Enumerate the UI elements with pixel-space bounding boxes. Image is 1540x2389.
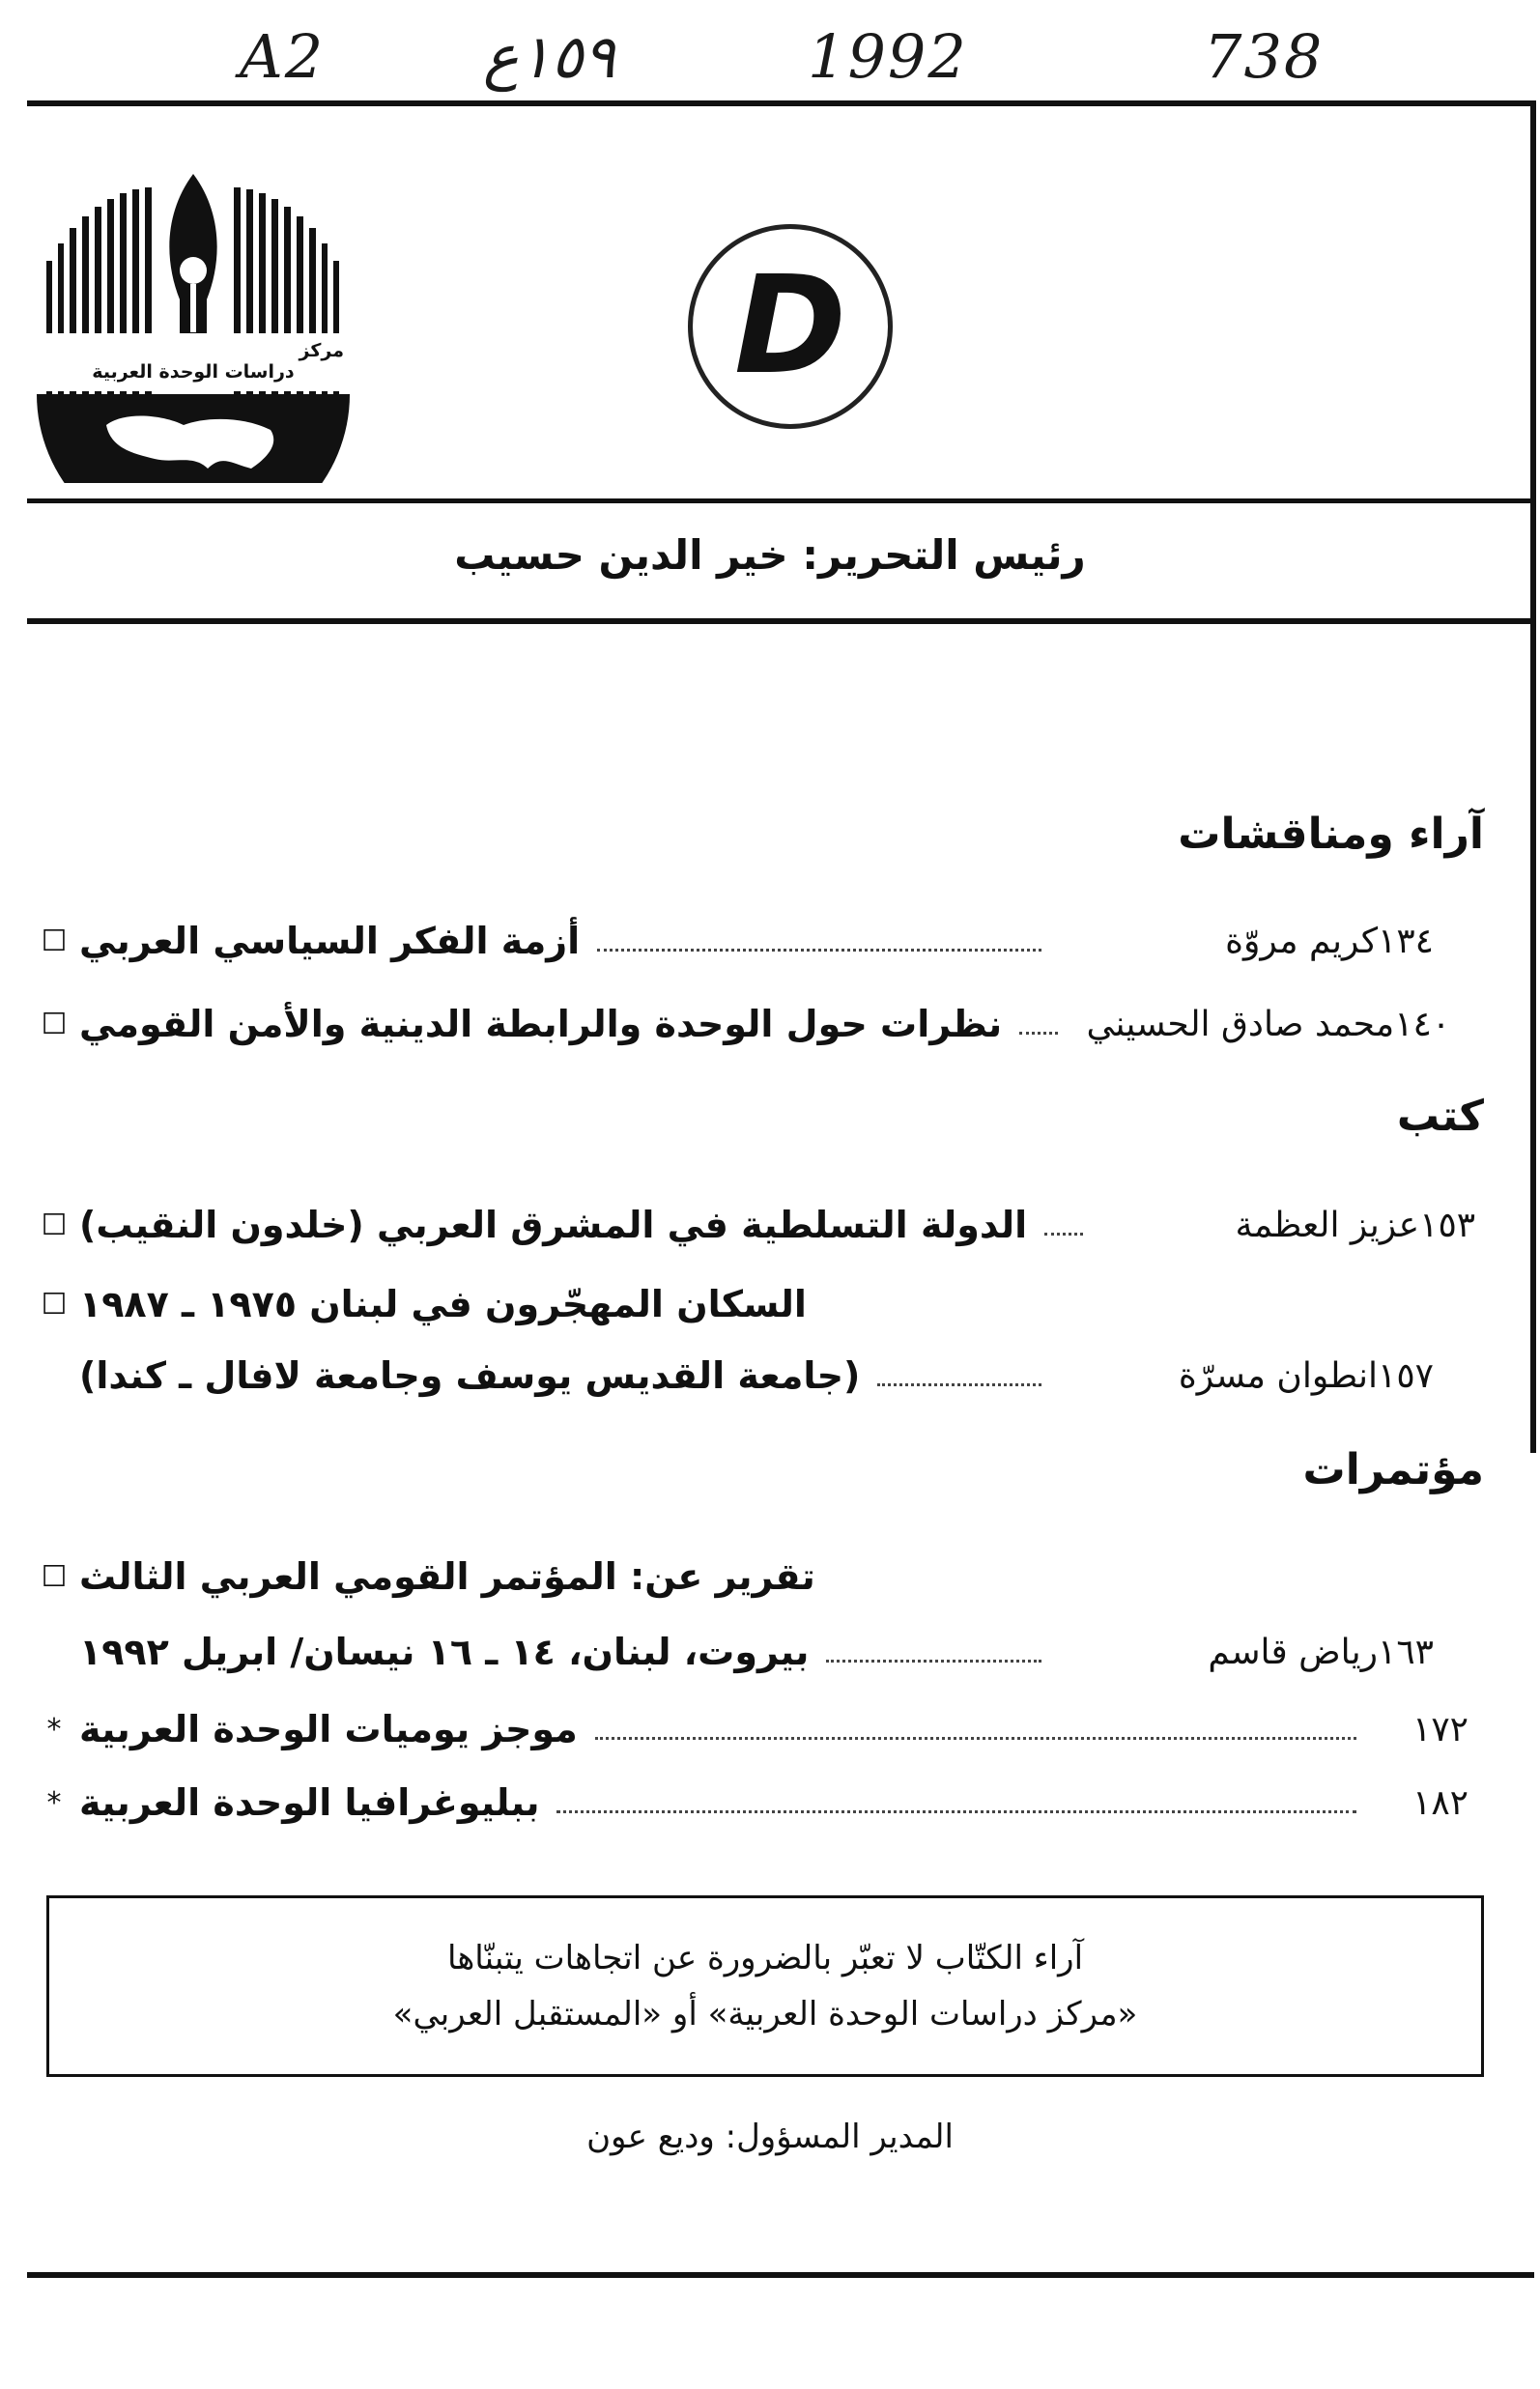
entry-title: السكان المهجّرون في لبنان ١٩٧٥ ـ ١٩٨٧ — [79, 1283, 807, 1325]
leader-dots — [597, 949, 1041, 952]
checkbox-icon: ☐ — [41, 1559, 68, 1594]
entry-title: أزمة الفكر السياسي العربي — [79, 920, 581, 962]
toc-entry[interactable] — [29, 993, 1484, 1055]
toc-entry[interactable] — [29, 1698, 1519, 1760]
asterisk-icon: * — [46, 1712, 62, 1747]
logo-text-line1: مركز — [299, 340, 344, 361]
checkbox-icon: ☐ — [41, 1287, 68, 1322]
toc-entry[interactable] — [29, 1546, 1484, 1607]
entry-subtitle: (جامعة القديس يوسف وجامعة لافال ـ كندا) — [79, 1354, 861, 1397]
stamp-letter: D — [733, 247, 847, 405]
entry-page: ١٧٢ — [1412, 1709, 1469, 1749]
letter-d-stamp-icon — [688, 224, 893, 429]
entry-title: موجز يوميات الوحدة العربية — [79, 1708, 578, 1750]
leader-dots — [826, 1660, 1041, 1663]
entry-title: نظرات حول الوحدة والرابطة الدينية والأمن القومي — [79, 1003, 1003, 1045]
leader-dots — [877, 1383, 1041, 1386]
toc-entry-continuation — [29, 1621, 1484, 1683]
checkbox-icon: ☐ — [41, 1208, 68, 1242]
section-heading-conferences: مؤتمرات — [1302, 1445, 1484, 1494]
toc-entry[interactable] — [29, 910, 1484, 972]
top-rule — [27, 100, 1534, 106]
handwritten-note-3: 1992 — [808, 21, 968, 92]
entry-title: تقرير عن: المؤتمر القومي العربي الثالث — [79, 1555, 815, 1598]
logo-text-line2: دراسات الوحدة العربية — [92, 361, 295, 383]
editor-rule-top — [27, 498, 1534, 503]
entry-page: ١٥٣ — [1419, 1205, 1476, 1245]
section-heading-books: كتب — [1396, 1092, 1484, 1141]
checkbox-icon: ☐ — [41, 924, 68, 958]
entry-title: ببليوغرافيا الوحدة العربية — [79, 1781, 540, 1824]
entry-author: كريم مروّة — [1225, 921, 1378, 961]
toc-entry-continuation — [29, 1345, 1484, 1407]
entry-page: ١٨٢ — [1412, 1782, 1469, 1823]
entry-subtitle: بيروت، لبنان، ١٤ ـ ١٦ نيسان/ ابريل ١٩٩٢ — [79, 1631, 810, 1673]
editor-in-chief: رئيس التحرير: خير الدين حسيب — [454, 531, 1086, 579]
bottom-rule — [27, 2272, 1534, 2278]
leader-dots — [595, 1737, 1356, 1740]
handwritten-note-1: A2 — [240, 21, 326, 92]
managing-director: المدير المسؤول: وديع عون — [586, 2118, 954, 2156]
entry-author: انطوان مسرّة — [1178, 1355, 1378, 1396]
asterisk-icon: * — [46, 1785, 62, 1820]
toc-entry[interactable] — [29, 1273, 1484, 1335]
leader-dots — [1044, 1233, 1083, 1236]
entry-author: محمد صادق الحسيني — [1086, 1004, 1395, 1044]
entry-title: الدولة التسلطية في المشرق العربي (خلدون النقيب) — [79, 1204, 1028, 1246]
entry-page: ١٦٣ — [1378, 1632, 1435, 1672]
pen-nib-map-logo-icon — [19, 135, 367, 483]
center-logo — [19, 135, 367, 483]
disclaimer-box — [46, 1895, 1484, 2077]
right-edge-rule — [1530, 100, 1536, 1453]
leader-dots — [1019, 1032, 1058, 1035]
entry-author: رياض قاسم — [1208, 1632, 1378, 1672]
checkbox-icon: ☐ — [41, 1007, 68, 1041]
entry-page: ١٤٠ — [1394, 1004, 1451, 1044]
leader-dots — [556, 1810, 1356, 1813]
handwritten-note-4: 738 — [1204, 21, 1325, 92]
entry-page: ١٣٤ — [1378, 921, 1435, 961]
entry-author: عزيز العظمة — [1235, 1205, 1420, 1245]
toc-entry[interactable] — [29, 1194, 1484, 1256]
toc-entry[interactable] — [29, 1772, 1519, 1834]
handwritten-note-2: ١٥٩ع — [483, 21, 615, 92]
editor-rule-bottom — [27, 618, 1534, 624]
entry-page: ١٥٧ — [1378, 1355, 1435, 1396]
section-heading-opinions: آراء ومناقشات — [1178, 810, 1484, 859]
disclaimer-line1: آراء الكتّاب لا تعبّر بالضرورة عن اتجاهات يتبنّاها — [446, 1939, 1084, 1977]
disclaimer-line2: «مركز دراسات الوحدة العربية» أو «المستقبل العربي» — [392, 1995, 1138, 2033]
